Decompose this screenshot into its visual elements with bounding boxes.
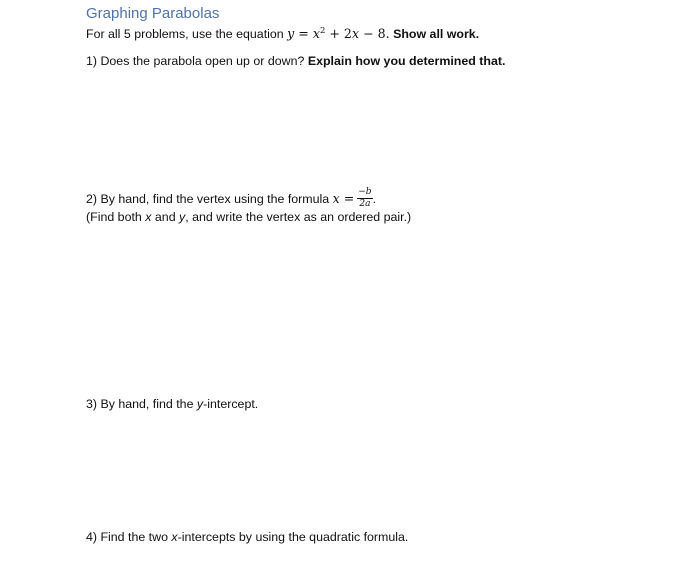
instructions-line <box>86 26 479 42</box>
show-work-emphasis: Show all work. <box>393 27 480 41</box>
question-2-subtext: (Find both x and y, and write the vertex as an ordered pair.) <box>86 210 412 224</box>
question-2: 2) By hand, find the vertex using the formula x = $\frac{-b}{2a}$ . <box>86 187 377 209</box>
question-1-emphasis: Explain how you determined that. <box>307 54 506 68</box>
equation: $y = x^2 + 2x - 8$. <box>287 26 390 41</box>
question-1-text: 1) Does the parabola open up or down? <box>86 54 305 68</box>
question-3: 3) By hand, find the y-intercept. <box>86 397 259 411</box>
page-title: Graphing Parabolas <box>86 5 220 22</box>
vertex-formula: x = <box>332 190 355 206</box>
question-1 <box>86 53 505 69</box>
question-4: 4) Find the two x-intercepts by using the quadratic formula. <box>86 530 409 544</box>
instructions-text: For all 5 problems, use the equation <box>86 27 284 41</box>
vertex-fraction: $\frac{-b}{2a}$ <box>358 187 372 209</box>
question-2-text: 2) By hand, find the vertex using the formula <box>86 191 330 206</box>
